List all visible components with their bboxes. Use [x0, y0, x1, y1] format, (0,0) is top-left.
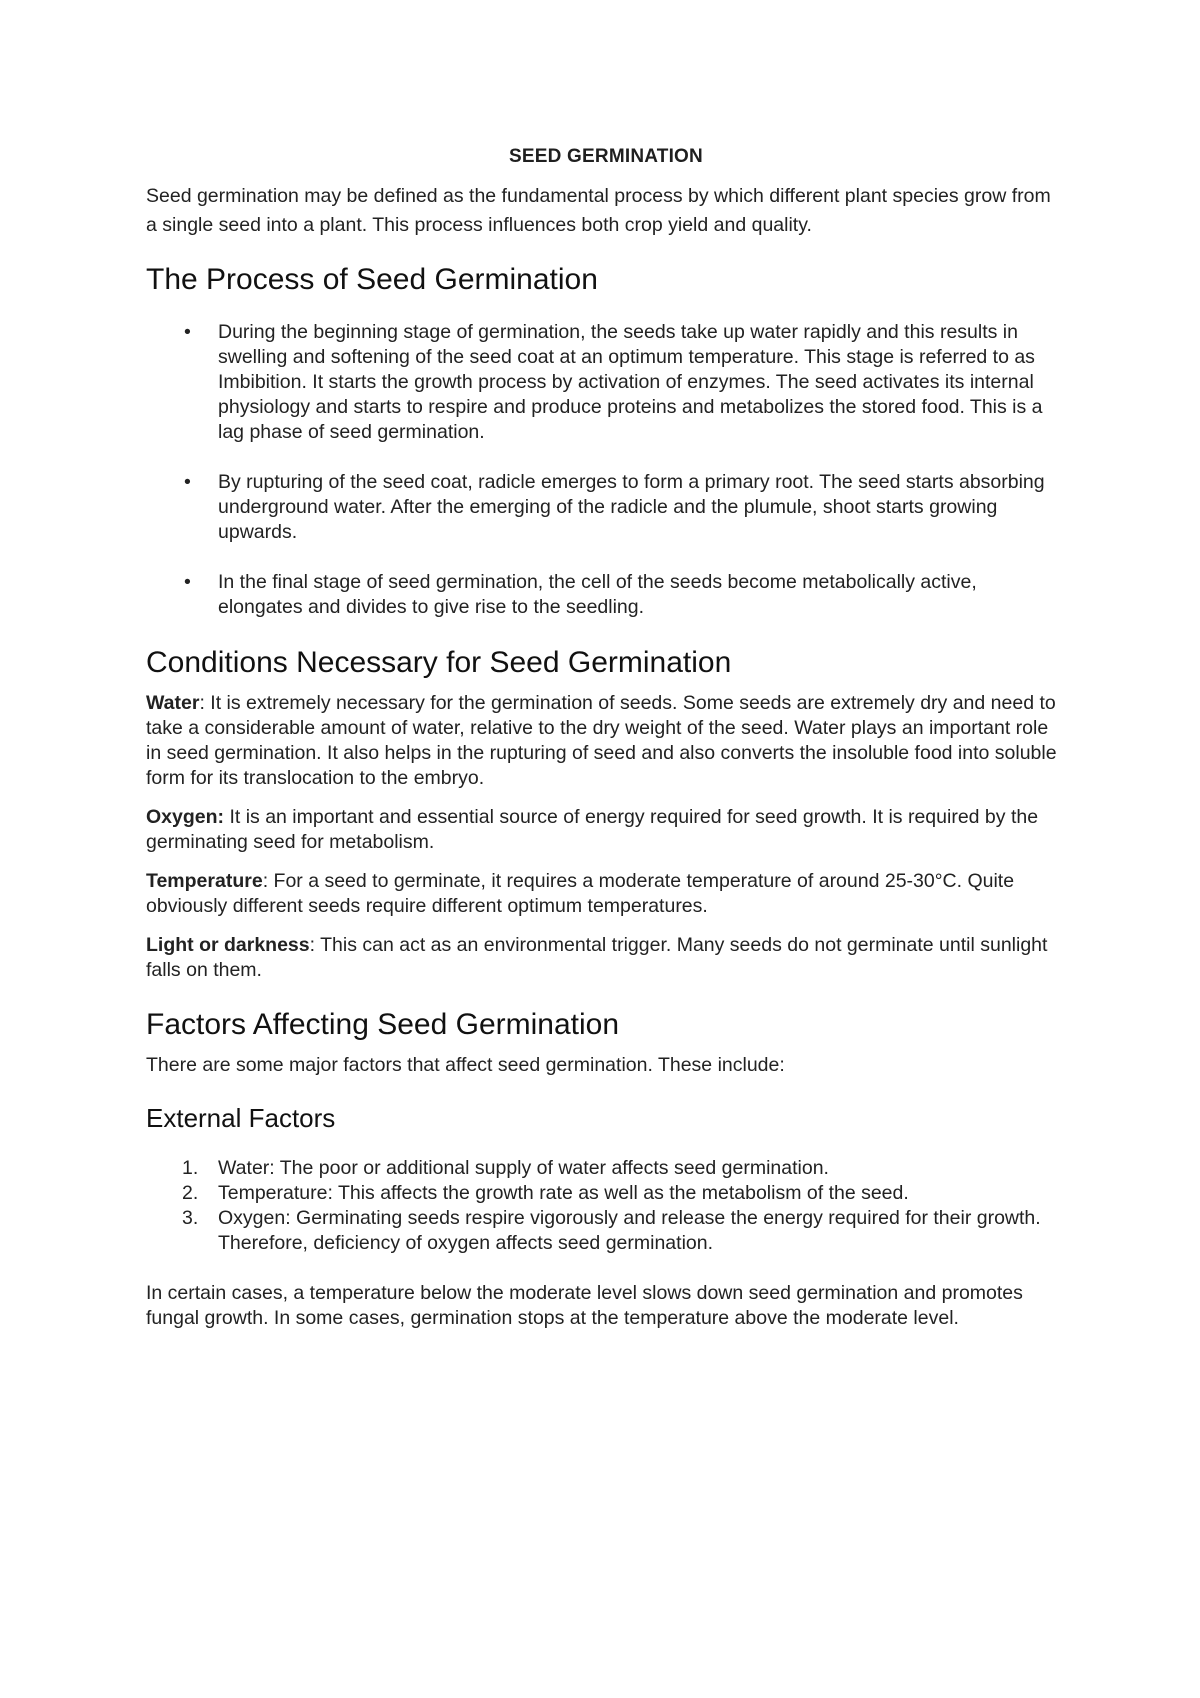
- external-factor-text: Temperature: This affects the growth rate as well as the metabolism of the seed.: [218, 1182, 909, 1204]
- external-factor-item: [146, 1181, 1066, 1206]
- process-list-item: [146, 470, 1066, 545]
- process-list-item: [146, 570, 1066, 620]
- condition-temperature: [146, 869, 1066, 919]
- external-factor-item: [146, 1206, 1066, 1256]
- bullet-icon: •: [184, 471, 191, 493]
- condition-separator: :: [309, 934, 316, 956]
- condition-separator: :: [199, 692, 205, 714]
- document-body: [146, 146, 1066, 1341]
- process-item-text: In the final stage of seed germination, the cell of the seeds become metabolically active, elongates and divides to give rise to the seedling.: [218, 571, 977, 618]
- condition-light: [146, 933, 1066, 983]
- process-list-item: [146, 320, 1066, 445]
- condition-separator: :: [262, 870, 269, 892]
- document-title: SEED GERMINATION: [509, 146, 703, 167]
- list-number: 3.: [182, 1207, 199, 1229]
- bullet-icon: •: [184, 571, 191, 593]
- condition-label: Temperature: [146, 870, 263, 892]
- external-factor-text: Oxygen: Germinating seeds respire vigorously and release the energy required for their growth. Therefore, deficiency of oxygen affects seed germination.: [218, 1207, 1041, 1254]
- factors-heading: Factors Affecting Seed Germination: [146, 1008, 620, 1041]
- intro-paragraph: Seed germination may be defined as the fundamental process by which different plant species grow from a single seed into a plant. This process influences both crop yield and quality.: [146, 185, 1051, 236]
- external-factor-item: [146, 1156, 1066, 1181]
- list-number: 2.: [182, 1182, 199, 1204]
- condition-text: It is extremely necessary for the germination of seeds. Some seeds are extremely dry and need to take a considerable amount of water, relative to the dry weight of the seed. Water plays an important role in seed germination. It also helps in the rupturing of seed and also converts the insoluble food into soluble form for its translocation to the embryo.: [146, 692, 1057, 789]
- process-heading: The Process of Seed Germination: [146, 263, 598, 296]
- condition-text: This can act as an environmental trigger. Many seeds do not germinate until sunlight falls on them.: [146, 934, 1048, 981]
- bullet-icon: •: [184, 321, 191, 343]
- condition-oxygen: [146, 805, 1066, 855]
- condition-label: Water: [146, 692, 200, 714]
- process-item-text: By rupturing of the seed coat, radicle emerges to form a primary root. The seed starts absorbing underground water. After the emerging of the radicle and the plumule, shoot starts growing upwards.: [218, 471, 1045, 543]
- external-factors-heading: External Factors: [146, 1103, 336, 1133]
- process-item-text: During the beginning stage of germination, the seeds take up water rapidly and this results in swelling and softening of the seed coat at an optimum temperature. This stage is referred to as Imbibition. It starts the growth process by activation of enzymes. The seed activates its internal physiology and starts to respire and produce proteins and metabolizes the stored food. This is a lag phase of seed germination.: [218, 321, 1043, 443]
- condition-text: For a seed to germinate, it requires a moderate temperature of around 25-30°C. Quite obviously different seeds require different optimum temperatures.: [146, 870, 1015, 917]
- factors-intro: There are some major factors that affect seed germination. These include:: [146, 1054, 785, 1076]
- condition-text: It is an important and essential source of energy required for seed growth. It is required by the germinating seed for metabolism.: [146, 806, 1039, 853]
- process-list: [146, 320, 1066, 620]
- external-factor-text: Water: The poor or additional supply of water affects seed germination.: [218, 1157, 829, 1179]
- condition-label: Light or darkness: [146, 934, 310, 956]
- conditions-heading: Conditions Necessary for Seed Germination: [146, 646, 732, 679]
- external-factors-list: [146, 1156, 1066, 1256]
- condition-water: [146, 691, 1066, 791]
- condition-label: Oxygen:: [146, 806, 225, 828]
- closing-paragraph: In certain cases, a temperature below the moderate level slows down seed germination and promotes fungal growth. In some cases, germination stops at the temperature above the moderate level.: [146, 1282, 1023, 1329]
- list-number: 1.: [182, 1157, 199, 1179]
